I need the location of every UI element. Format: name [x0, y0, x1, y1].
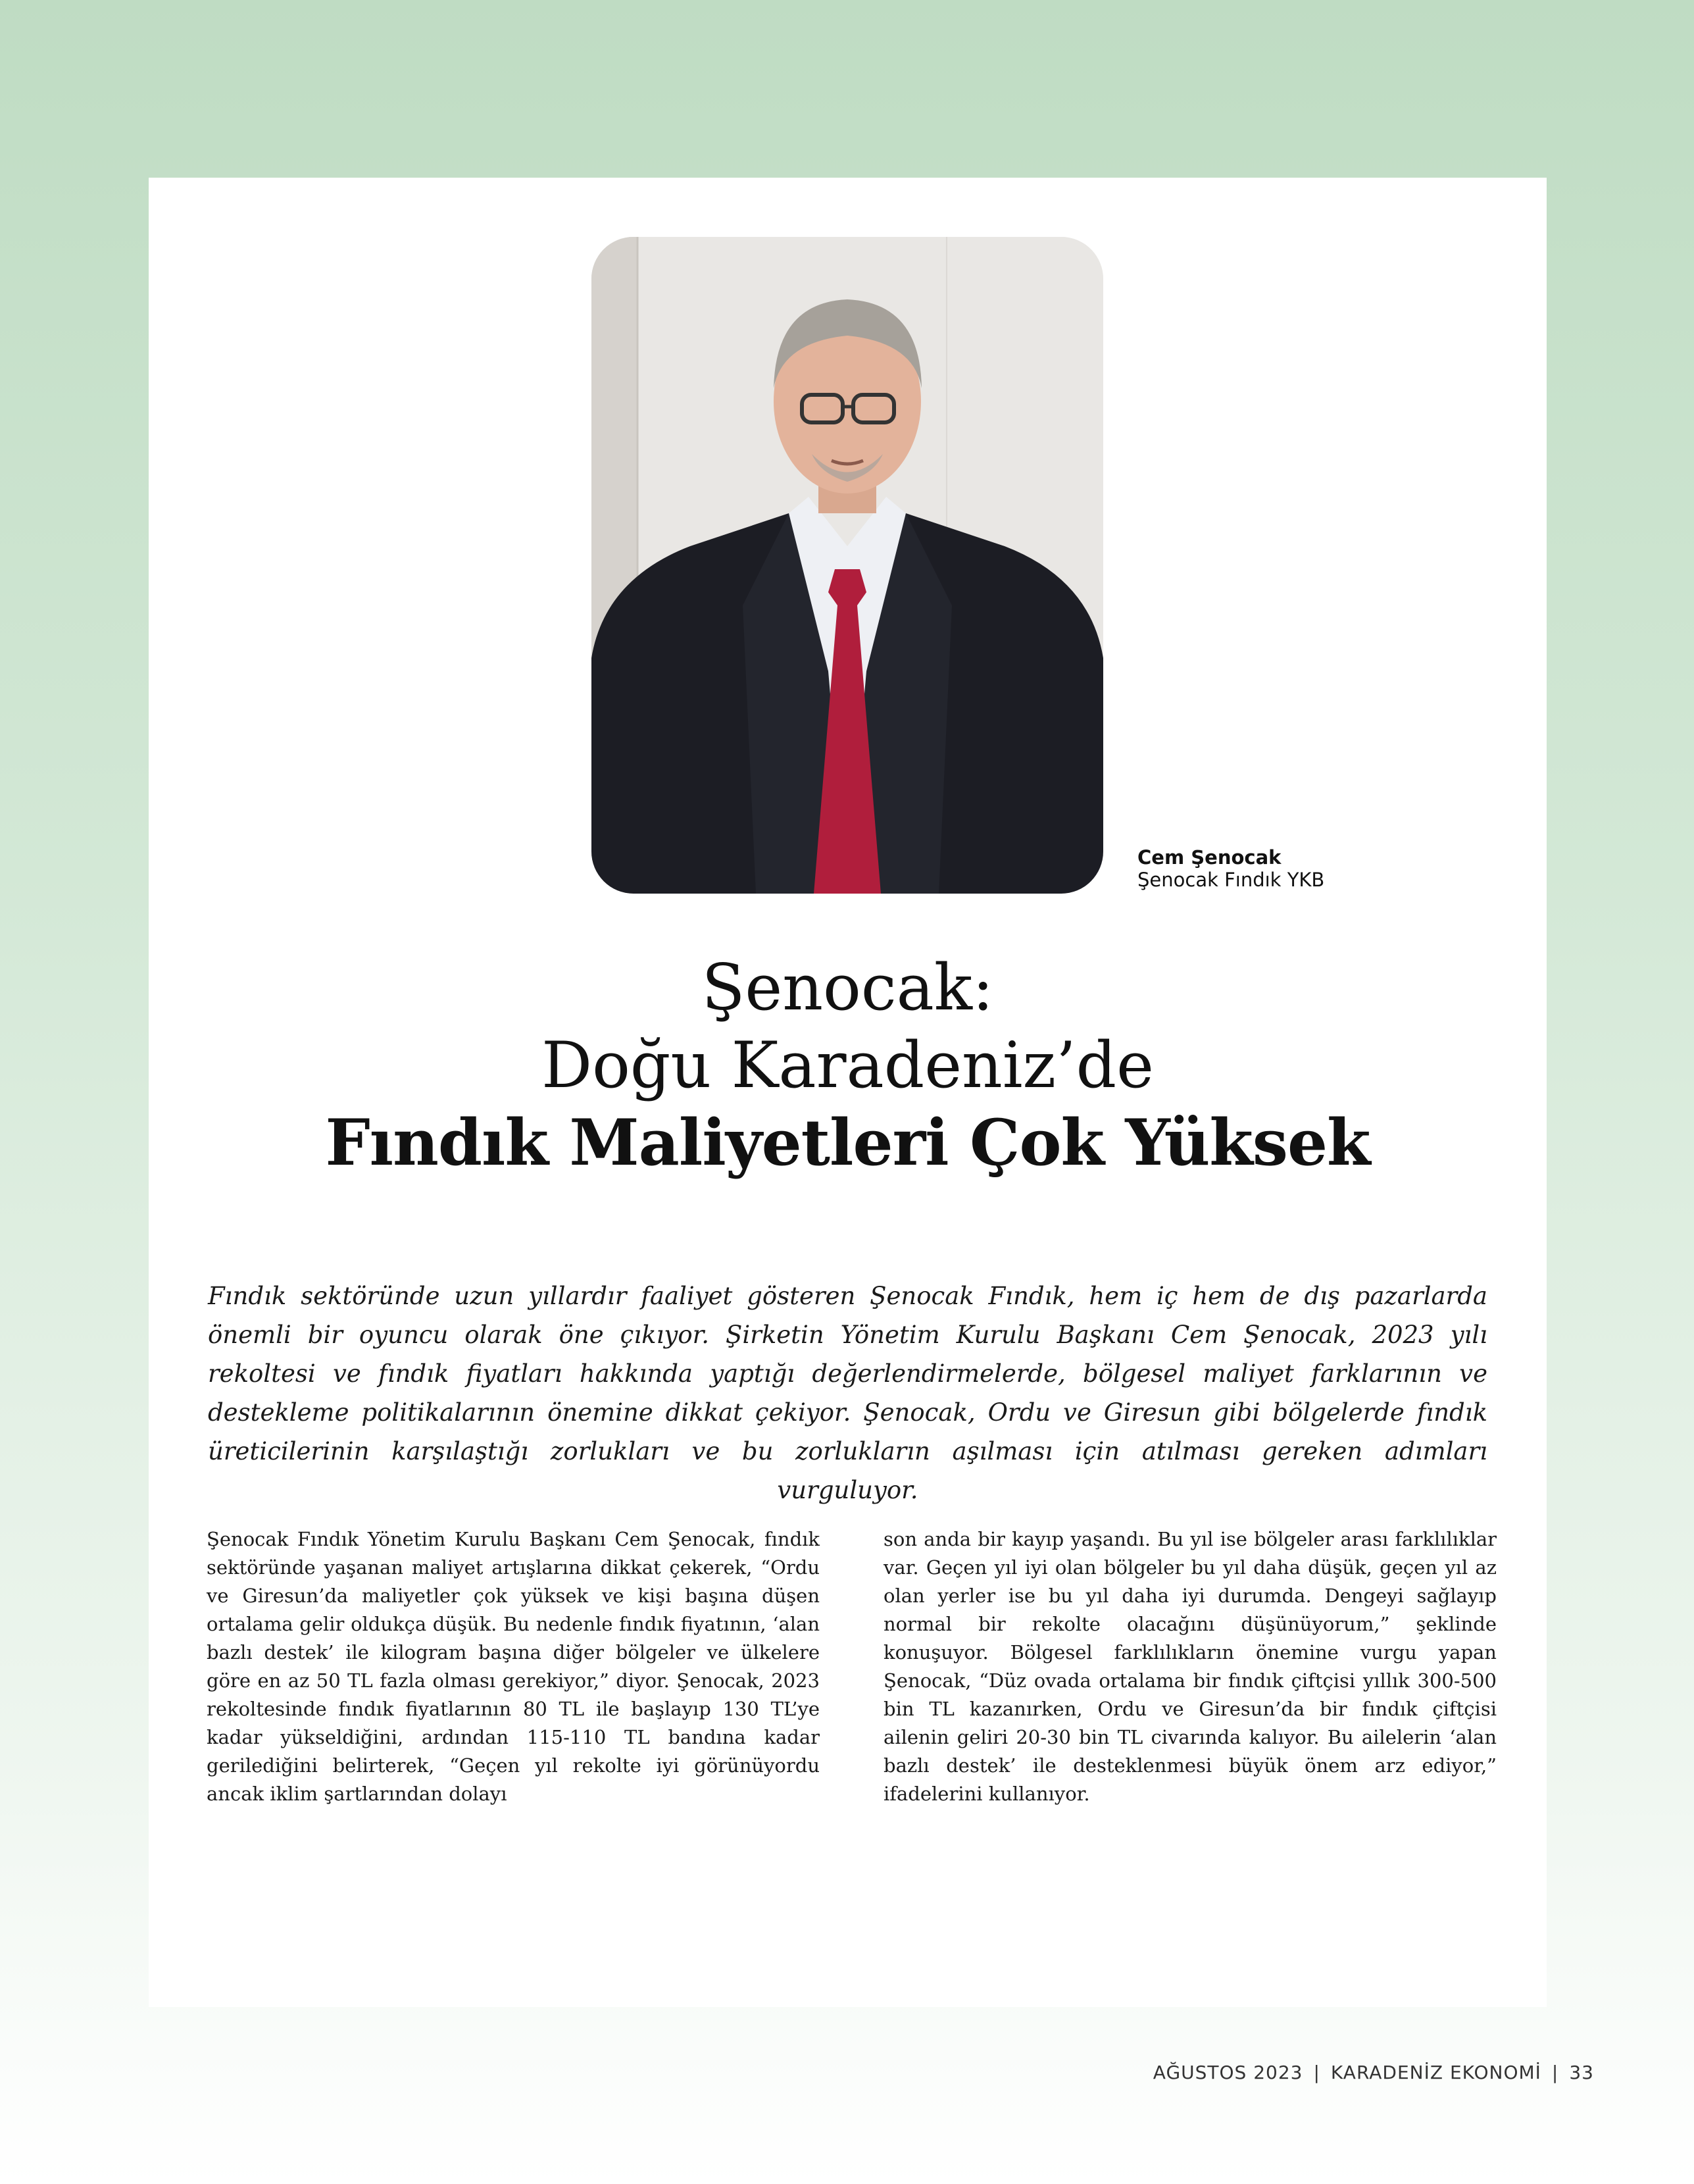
- caption-title: Şenocak Fındık YKB: [1137, 869, 1325, 891]
- portrait-photo: [591, 237, 1103, 894]
- body-text-left: Şenocak Fındık Yönetim Kurulu Başkanı Cem Şenocak, fındık sektöründe yaşanan maliyet artışlarına dikkat çekerek, “Ordu ve Giresun’da maliyetler çok yüksek ve kişi başına düşen ortalama gelir oldukça düşük. Bu nedenle fındık fiyatının, ‘alan bazlı destek’ ile kilogram başına diğer bölgeler ve ülkelere göre en az 50 TL fazla olması gerekiyor,” diyor. Şenocak, 2023 rekoltesinde fındık fiyatlarının 80 TL ile başlayıp 130 TL’ye kadar yükseldiğini, ardından 115-110 TL bandına kadar gerilediğini belirterek, “Geçen yıl rekolte iyi görünüyordu ancak iklim şartlarından dolayı: [207, 1528, 820, 1805]
- page-footer: [1153, 2062, 1594, 2083]
- headline-line-2: Doğu Karadeniz’de: [541, 1029, 1154, 1102]
- headline: [149, 949, 1547, 1182]
- footer-page-number: 33: [1569, 2062, 1594, 2083]
- caption-name: Cem Şenocak: [1137, 846, 1282, 869]
- body-column-right: [884, 1525, 1497, 1808]
- lead-paragraph: Fındık sektöründe uzun yıllardır faaliyet gösteren Şenocak Fındık, hem iç hem de dış pazarlarda önemli bir oyuncu olarak öne çıkıyor. Şirketin Yönetim Kurulu Başkanı Cem Şenocak, 2023 yılı rekoltesi ve fındık fiyatları hakkında yaptığı değerlendirmelerde, bölgesel maliyet farklarının ve destekleme politikalarının önemine dikkat çekiyor. Şenocak, Ordu ve Giresun gibi bölgelerde fındık üreticilerinin karşılaştığı zorlukları ve bu zorlukların aşılması için atılması gereken adımları vurguluyor.: [208, 1282, 1487, 1504]
- article-card: [149, 178, 1547, 2007]
- portrait-illustration: [591, 237, 1103, 894]
- photo-caption: [1137, 846, 1324, 891]
- body-text-right: son anda bir kayıp yaşandı. Bu yıl ise bölgeler arası farklılıklar var. Geçen yıl iyi olan bölgeler bu yıl daha düşük, geçen yıl az olan yerler ise bu yıl daha iyi durumda. Dengeyi sağlayıp normal bir rekolte olacağını düşünüyorum,” şeklinde konuşuyor. Bölgesel farklılıkların önemine vurgu yapan Şenocak, “Düz ovada ortalama bir fındık çiftçisi yıllık 300-500 bin TL kazanırken, Ordu ve Giresun’da bir fındık çiftçisi ailenin geliri 20-30 bin TL civarında kalıyor. Bu ailelerin ‘alan bazlı destek’ ile desteklenmesi büyük önem arz ediyor,” ifadelerini kullanıyor.: [884, 1528, 1497, 1805]
- body-column-left: [207, 1525, 820, 1808]
- footer-issue: AĞUSTOS 2023: [1153, 2062, 1303, 2083]
- footer-magazine: KARADENİZ EKONOMİ: [1330, 2062, 1541, 2083]
- footer-separator: |: [1313, 2062, 1320, 2083]
- headline-line-3: Fındık Maliyetleri Çok Yüksek: [325, 1105, 1370, 1180]
- footer-separator: |: [1551, 2062, 1559, 2083]
- headline-line-1: Şenocak:: [701, 951, 994, 1025]
